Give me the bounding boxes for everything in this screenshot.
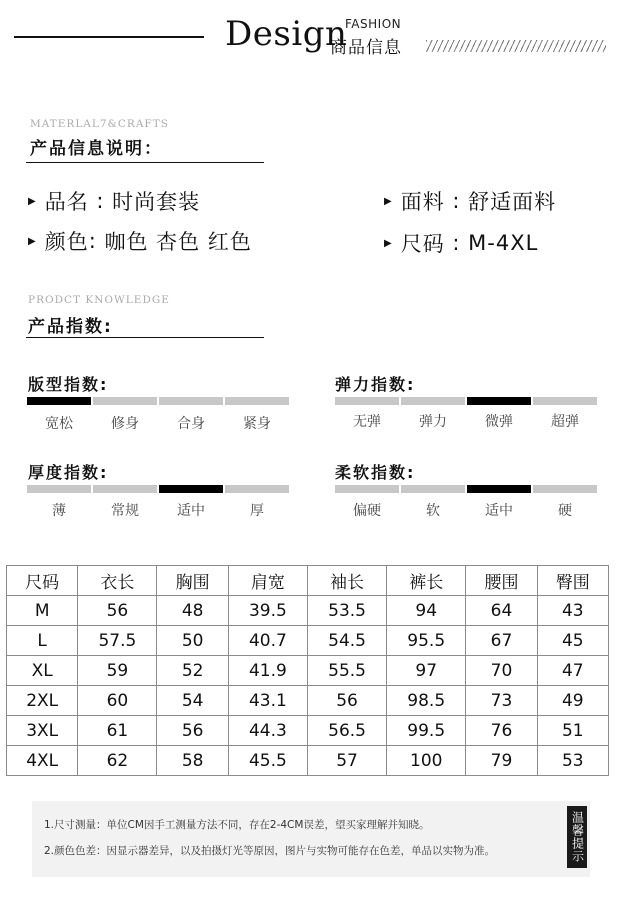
- info-section-rule: [26, 162, 264, 163]
- table-row: [7, 716, 609, 746]
- tips-badge: 温馨提示: [567, 806, 587, 868]
- table-cell: 64: [466, 596, 537, 626]
- header-hatch-decoration: [426, 40, 606, 52]
- table-cell: 50: [157, 626, 228, 656]
- table-cell: 62: [78, 746, 157, 776]
- table-cell: 98.5: [387, 686, 466, 716]
- table-row: [7, 596, 609, 626]
- scale-label: 偏硬: [353, 503, 381, 519]
- scale-label: 薄: [52, 503, 66, 519]
- table-cell: 54.5: [307, 626, 386, 656]
- header-design-title: Design: [225, 14, 348, 54]
- table-cell: 54: [157, 686, 228, 716]
- table-cell: 43.1: [228, 686, 307, 716]
- table-cell: 2XL: [7, 686, 78, 716]
- info-row-fabric: [384, 186, 556, 216]
- info-row-size: [384, 228, 538, 258]
- table-row: [7, 746, 609, 776]
- scale-segment-selected: [27, 397, 91, 405]
- info-separator: :: [88, 189, 113, 213]
- info-section-en-label: MATERLAL7&CRAFTS: [30, 118, 169, 130]
- scale-label: 硬: [558, 503, 572, 519]
- table-cell: 73: [466, 686, 537, 716]
- bullet-icon: ▶: [384, 237, 393, 249]
- note-color: 2.颜色色差：因显示器差异，以及拍摄灯光等原因，图片与实物可能存在色差，单品以实物为准。: [44, 845, 496, 857]
- table-header-cell: 衣长: [78, 566, 157, 596]
- size-table: [6, 565, 609, 776]
- scale-segment: [533, 397, 597, 405]
- info-row-name: [28, 186, 200, 216]
- table-cell: 51: [537, 716, 608, 746]
- info-separator: :: [88, 229, 105, 253]
- scale-segment: [225, 397, 289, 405]
- table-cell: 52: [157, 656, 228, 686]
- table-cell: 55.5: [307, 656, 386, 686]
- table-cell: 44.3: [228, 716, 307, 746]
- info-section-title: 产品信息说明：: [30, 139, 163, 159]
- table-header-cell: 肩宽: [228, 566, 307, 596]
- scale-segment: [225, 485, 289, 493]
- table-cell: 100: [387, 746, 466, 776]
- scale-segment: [93, 485, 157, 493]
- table-row: [7, 626, 609, 656]
- table-header-cell: 尺码: [7, 566, 78, 596]
- table-cell: 60: [78, 686, 157, 716]
- table-cell: 53.5: [307, 596, 386, 626]
- table-cell: M: [7, 596, 78, 626]
- bullet-icon: ▶: [28, 235, 37, 247]
- table-cell: 76: [466, 716, 537, 746]
- table-cell: 99.5: [387, 716, 466, 746]
- scale-label: 厚: [250, 503, 264, 519]
- table-cell: 95.5: [387, 626, 466, 656]
- table-cell: 56.5: [307, 716, 386, 746]
- table-header-cell: 胸围: [157, 566, 228, 596]
- table-cell: 57: [307, 746, 386, 776]
- table-cell: 59: [78, 656, 157, 686]
- table-cell: 48: [157, 596, 228, 626]
- table-cell: 67: [466, 626, 537, 656]
- table-cell: 40.7: [228, 626, 307, 656]
- table-cell: 41.9: [228, 656, 307, 686]
- scale-label: 弹力: [419, 414, 447, 430]
- table-cell: 56: [78, 596, 157, 626]
- table-header-row: [7, 566, 609, 596]
- info-label: 面料: [400, 190, 445, 214]
- header-fashion-label: FASHION: [345, 17, 402, 31]
- scale-label: 无弹: [353, 414, 381, 430]
- table-row: [7, 686, 609, 716]
- table-cell: 45.5: [228, 746, 307, 776]
- scale-segment: [401, 397, 465, 405]
- scale-segment-selected: [467, 485, 531, 493]
- scale-labels-fit: [27, 413, 289, 433]
- scale-label: 紧身: [243, 416, 271, 432]
- table-cell: XL: [7, 656, 78, 686]
- info-row-color: [28, 226, 252, 256]
- scale-segment: [335, 397, 399, 405]
- header-subtitle: 商品信息: [330, 38, 402, 58]
- scale-segment: [533, 485, 597, 493]
- table-header-cell: 裤长: [387, 566, 466, 596]
- scale-label: 适中: [177, 503, 205, 519]
- scale-title-thickness: 厚度指数:: [28, 463, 109, 482]
- info-value: 舒适面料: [468, 190, 557, 214]
- scale-title-elasticity: 弹力指数:: [335, 375, 416, 394]
- scale-labels-elasticity: [335, 411, 597, 431]
- table-cell: 58: [157, 746, 228, 776]
- info-separator: :: [444, 231, 469, 255]
- table-cell: 97: [387, 656, 466, 686]
- index-section-rule: [26, 337, 264, 338]
- scale-title-fit: 版型指数:: [28, 375, 109, 394]
- scale-bar-softness: [335, 485, 597, 493]
- notes-box: [32, 801, 590, 877]
- table-header-cell: 臀围: [537, 566, 608, 596]
- table-cell: 47: [537, 656, 608, 686]
- scale-segment: [93, 397, 157, 405]
- info-value: 时尚套装: [112, 190, 201, 214]
- table-cell: 70: [466, 656, 537, 686]
- table-cell: 56: [307, 686, 386, 716]
- scale-label: 常规: [111, 503, 139, 519]
- scale-label: 软: [426, 503, 440, 519]
- scale-label: 合身: [177, 416, 205, 432]
- table-cell: 53: [537, 746, 608, 776]
- scale-segment-selected: [159, 485, 223, 493]
- scale-label: 超弹: [551, 414, 579, 430]
- bullet-icon: ▶: [384, 195, 393, 207]
- table-cell: 57.5: [78, 626, 157, 656]
- table-cell: 45: [537, 626, 608, 656]
- table-cell: 56: [157, 716, 228, 746]
- scale-bar-thickness: [27, 485, 289, 493]
- table-cell: 39.5: [228, 596, 307, 626]
- scale-labels-softness: [335, 500, 597, 520]
- scale-segment-selected: [467, 397, 531, 405]
- header-rule: [14, 36, 204, 38]
- table-cell: L: [7, 626, 78, 656]
- scale-title-softness: 柔软指数:: [335, 463, 416, 482]
- scale-label: 微弹: [485, 414, 513, 430]
- scale-label: 宽松: [45, 416, 73, 432]
- table-cell: 4XL: [7, 746, 78, 776]
- scale-segment: [401, 485, 465, 493]
- scale-label: 修身: [111, 416, 139, 432]
- index-section-title: 产品指数:: [28, 317, 113, 337]
- scale-segment: [27, 485, 91, 493]
- info-label: 品名: [44, 190, 89, 214]
- index-section-en-label: PRODCT KNOWLEDGE: [28, 294, 170, 306]
- scale-label: 适中: [485, 503, 513, 519]
- scale-labels-thickness: [27, 500, 289, 520]
- table-cell: 79: [466, 746, 537, 776]
- note-measurement: 1.尺寸测量：单位CM因手工测量方法不同，存在2-4CM误差，望买家理解并知晓。: [44, 819, 430, 831]
- scale-bar-elasticity: [335, 397, 597, 405]
- table-cell: 49: [537, 686, 608, 716]
- table-header-cell: 腰围: [466, 566, 537, 596]
- table-cell: 94: [387, 596, 466, 626]
- scale-bar-fit: [27, 397, 289, 405]
- table-header-cell: 袖长: [307, 566, 386, 596]
- info-value: 咖色 杏色 红色: [104, 230, 252, 254]
- scale-segment: [159, 397, 223, 405]
- info-label: 颜色: [44, 230, 89, 254]
- table-row: [7, 656, 609, 686]
- bullet-icon: ▶: [28, 195, 37, 207]
- info-value: M-4XL: [468, 231, 539, 255]
- scale-segment: [335, 485, 399, 493]
- info-separator: :: [444, 189, 469, 213]
- table-cell: 43: [537, 596, 608, 626]
- table-cell: 3XL: [7, 716, 78, 746]
- info-label: 尺码: [400, 232, 445, 256]
- table-cell: 61: [78, 716, 157, 746]
